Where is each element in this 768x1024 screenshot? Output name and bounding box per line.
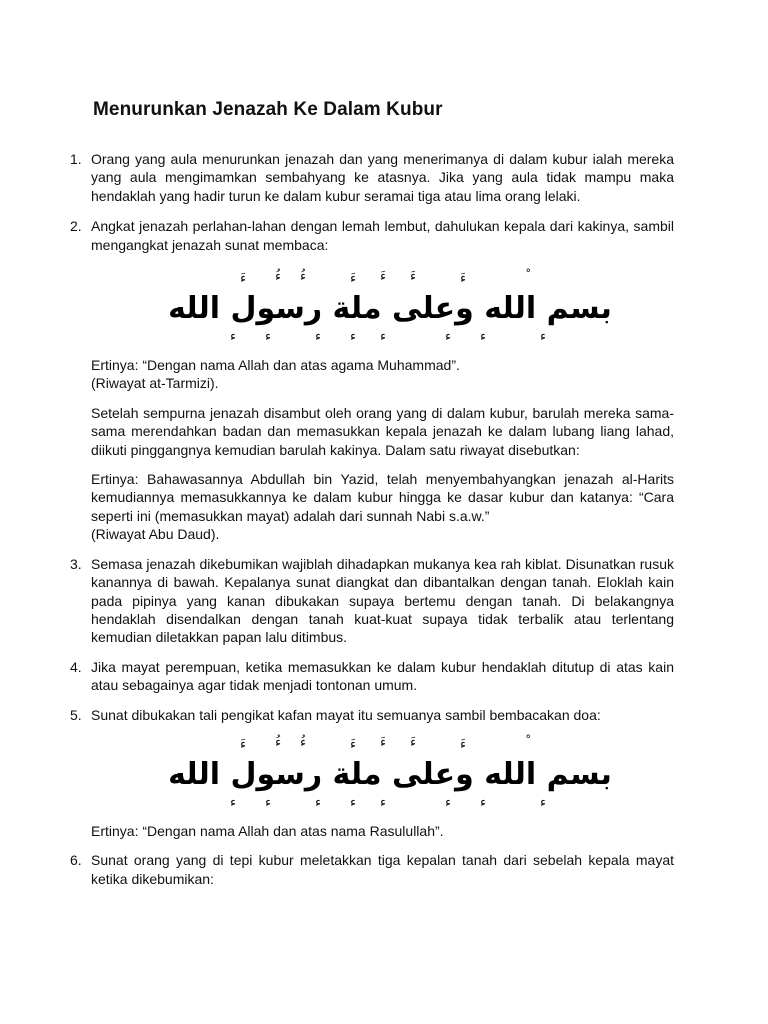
item-number: 5. — [70, 706, 82, 723]
hadith-source: (Riwayat Abu Daud). — [91, 526, 220, 543]
arabic-text: بسم الله وعلى ملة رسول الله — [168, 291, 612, 327]
svg-text:ءَ: ءَ — [350, 736, 357, 752]
list-item-5 — [70, 706, 674, 724]
list-item-6 — [70, 851, 674, 888]
paragraph: Setelah sempurna jenazah disambut oleh orang yang di dalam kubur, barulah mereka sama-sama merendahkan badan dan memasukkan kepala jenazah ke dalam lubang liang lahad, diikuti pinggangnya kemudian barulah kakinya. Dalam satu riwayat disebutkan: — [91, 404, 674, 458]
svg-text:ءَ: ءَ — [350, 271, 357, 287]
svg-text:ءَ: ءَ — [240, 736, 247, 752]
item-text: Angkat jenazah perlahan-lahan dengan lemah lembut, dahulukan kepala dari kakinya, sambil mengangkat jenazah sunat membaca: — [91, 218, 674, 253]
svg-text:ءُ: ءُ — [300, 734, 307, 750]
svg-text:ءَ: ءَ — [380, 269, 387, 285]
svg-text:ء: ء — [480, 794, 487, 810]
item-text: Semasa jenazah dikebumikan wajiblah dihadapkan mukanya kea rah kiblat. Disunatkan rusuk kanannya di bawah. Kepalanya sunat diangkat dan dibantalkan dengan tanah. Eloklah kain pada pipinya yang kanan dibukakan supaya bertemu dengan tanah. Di belakangnya hendaklah disendalkan dengan tanah kuat-kuat supaya tidak terbalik atau terlentang kemudian diletakkan papan lalu ditimbus. — [91, 555, 674, 646]
svg-text:ء: ء — [230, 329, 237, 345]
svg-text:ءَ: ءَ — [460, 736, 467, 752]
arabic-prayer-image-1 — [168, 262, 612, 348]
item-text: Orang yang aula menurunkan jenazah dan yang menerimanya di dalam kubur ialah mereka yang aula mengimamkan sembahyang ke atasnya. Jika yang aula tidak mampu maka hendaklah yang hadir turun ke dalam kubur seramai tiga atau lima orang lelaki. — [91, 151, 674, 204]
item-number: 1. — [70, 151, 82, 167]
hadith-text: Ertinya: Bahawasannya Abdullah bin Yazid, telah menyembahyangkan jenazah al-Harits kemudiannya memasukkannya ke dalam kubur hingga ke dasar kubur dan katanya: “Cara seperti ini (memasukkan mayat) adalah dari sunnah Nabi s.a.w.” — [91, 471, 674, 524]
svg-text:ء: ء — [540, 794, 547, 810]
svg-text:ء: ء — [350, 794, 357, 810]
svg-text:ءَ: ءَ — [410, 734, 417, 750]
svg-text:ء: ء — [230, 794, 237, 810]
svg-text:ء: ء — [445, 329, 452, 345]
svg-text:ء: ء — [480, 329, 487, 345]
translation-source: (Riwayat at-Tarmizi). — [91, 375, 219, 392]
list-item-2 — [70, 217, 674, 254]
svg-text:ءُ: ءُ — [300, 269, 307, 285]
arabic-text: بسم الله وعلى ملة رسول الله — [168, 756, 612, 792]
svg-text:ءَ: ءَ — [380, 734, 387, 750]
list-item-4 — [70, 658, 674, 695]
list-item-1 — [70, 150, 674, 205]
svg-text:ءَ: ءَ — [240, 271, 247, 287]
svg-text:ء: ء — [265, 794, 272, 810]
svg-text:ء: ء — [380, 329, 387, 345]
list-item-3 — [70, 555, 674, 647]
svg-text:ء: ء — [315, 329, 322, 345]
svg-text:ْ — [526, 268, 530, 272]
svg-text:ءَ: ءَ — [460, 271, 467, 287]
translation: Ertinya: “Dengan nama Allah dan atas nama Rasulullah”. — [91, 822, 444, 839]
svg-text:ء: ء — [315, 794, 322, 810]
svg-text:ءُ: ءُ — [275, 734, 282, 750]
translation-text: Ertinya: “Dengan nama Allah dan atas agama Muhammad”. — [91, 357, 460, 374]
item-text: Sunat dibukakan tali pengikat kafan mayat itu semuanya sambil bembacakan doa: — [91, 706, 601, 723]
svg-text:ء: ء — [445, 794, 452, 810]
item-number: 2. — [70, 218, 82, 235]
page-title: Menurunkan Jenazah Ke Dalam Kubur — [93, 99, 443, 120]
svg-text:ء: ء — [380, 794, 387, 810]
item-text: Sunat orang yang di tepi kubur meletakkan tiga kepalan tanah dari sebelah kepala mayat ketika dikebumikan: — [91, 852, 674, 887]
svg-text:ءَ: ءَ — [410, 269, 417, 285]
svg-text:ءُ: ءُ — [275, 269, 282, 285]
svg-text:ْ — [526, 734, 530, 738]
arabic-prayer-image-2 — [168, 728, 612, 814]
hadith — [70, 470, 674, 544]
translation — [70, 356, 674, 393]
item-text: Jika mayat perempuan, ketika memasukkan ke dalam kubur hendaklah ditutup di atas kain atau sebagainya agar tidak menjadi tontonan umum. — [91, 658, 674, 694]
item-number: 4. — [70, 658, 82, 675]
item-number: 6. — [70, 852, 82, 869]
svg-text:ء: ء — [540, 329, 547, 345]
item-number: 3. — [70, 555, 82, 572]
svg-text:ء: ء — [350, 329, 357, 345]
document-body — [70, 150, 674, 888]
svg-text:ء: ء — [265, 329, 272, 345]
